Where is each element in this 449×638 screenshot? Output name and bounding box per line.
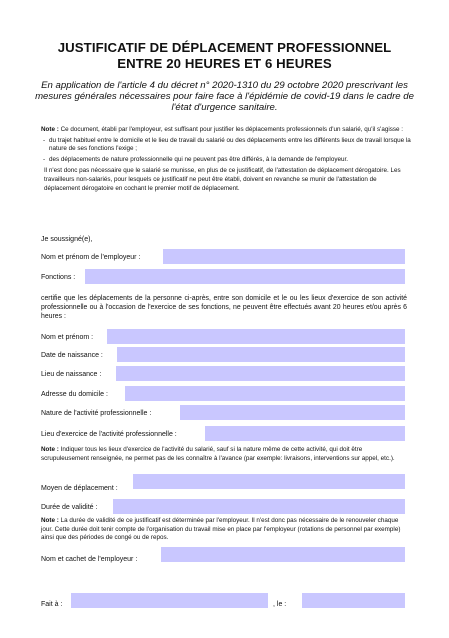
title-line-2: ENTRE 20 HEURES ET 6 HEURES: [117, 56, 332, 71]
certification-text: certifie que les déplacements de la personne ci-après, entre son domicile et le ou les lieux d'exercice de son activité professionnelle ou à l'occasion de l'exercice de ses fonctions, ne peuvent être effectués avant 20 heures et/ou après 6 heures :: [41, 295, 407, 320]
soussigne-label: Je soussigné(e),: [41, 236, 93, 243]
birth-place-field[interactable]: [116, 366, 405, 381]
employer-stamp-field[interactable]: [161, 547, 405, 562]
done-at-field[interactable]: [71, 593, 268, 608]
note-1-label: Note :: [41, 126, 59, 133]
address-field[interactable]: [125, 386, 405, 401]
bullet-item: - des déplacements de nature professionnelle qui ne peuvent pas être différés, à la demande de l'employeur.: [49, 156, 411, 165]
functions-field[interactable]: [85, 269, 405, 284]
note-3-text: La durée de validité de ce justificatif est déterminée par l'employeur. Il n'est donc pas nécessaire de le renouveler chaque jour. Cette durée doit tenir compte de l'organisation du travail mise en place par l'employeur (rotations de personnel par exemple) ainsi que des périodes de congé ou de repos.: [41, 517, 401, 542]
note-block-3: [41, 517, 407, 543]
birth-date-label: Date de naissance :: [41, 352, 103, 359]
activity-nature-label: Nature de l'activité professionnelle :: [41, 410, 152, 417]
note-2-text: Indiquer tous les lieux d'exercice de l'activité du salarié, sauf si la nature même de cette activité, qui doit être scrupuleusement renseignée, ne permet pas de les connaître à l'avance (par exemple: livraisons, interventions sur appel, etc.).: [41, 446, 395, 462]
date-field[interactable]: [302, 593, 405, 608]
travel-means-label: Moyen de déplacement :: [41, 485, 118, 492]
title-line-1: JUSTIFICATIF DE DÉPLACEMENT PROFESSIONNEL: [57, 40, 392, 55]
bullet-item: - du trajet habituel entre le domicile et le lieu de travail du salarié ou des déplacements entre les différents lieux de travail lorsque la nature de ses fonctions l'exige ;: [49, 137, 411, 154]
functions-label: Fonctions :: [41, 274, 76, 281]
address-label: Adresse du domicile :: [41, 391, 108, 398]
note-1-text: Ce document, établi par l'employeur, est suffisant pour justifier les déplacements professionnels d'un salarié, qu'il s'agisse :: [58, 126, 404, 133]
note-3-label: Note :: [41, 517, 59, 524]
decree-reference: En application de l'article 4 du décret n° 2020-1310 du 29 octobre 2020 prescrivant les mesures générales nécessaires pour faire face à l'épidémie de covid-19 dans le cadre de l'état d'urgence sanitaire.: [35, 80, 414, 113]
note-1-closing: Il n'est donc pas nécessaire que le salarié se munisse, en plus de ce justificatif, de l'attestation de déplacement dérogatoire. Les travailleurs non-salariés, pour lesquels ce justificatif ne peut être établi, doivent en revanche se munir de l'attestation de déplacement dérogatoire en cochant le premier motif de déplacement.: [44, 167, 401, 192]
activity-nature-field[interactable]: [180, 405, 405, 420]
birth-date-field[interactable]: [117, 347, 405, 362]
name-field[interactable]: [107, 329, 405, 344]
note-block-2: [41, 446, 407, 463]
done-at-label: Fait à :: [41, 601, 63, 608]
employer-name-field[interactable]: [163, 249, 405, 264]
activity-place-label: Lieu d'exercice de l'activité professionnelle :: [41, 431, 177, 438]
note-2-label: Note :: [41, 446, 59, 453]
date-label: , le :: [273, 601, 287, 608]
document-title: [20, 40, 429, 72]
employer-stamp-label: Nom et cachet de l'employeur :: [41, 556, 138, 563]
travel-means-field[interactable]: [133, 474, 405, 489]
note-block-1: [41, 126, 411, 193]
employer-name-label: Nom et prénom de l'employeur :: [41, 254, 141, 261]
validity-field[interactable]: [113, 499, 405, 514]
activity-place-field[interactable]: [205, 426, 405, 441]
name-label: Nom et prénom :: [41, 334, 94, 341]
note-1-bullets: [41, 137, 411, 165]
birth-place-label: Lieu de naissance :: [41, 371, 102, 378]
validity-label: Durée de validité :: [41, 504, 98, 511]
